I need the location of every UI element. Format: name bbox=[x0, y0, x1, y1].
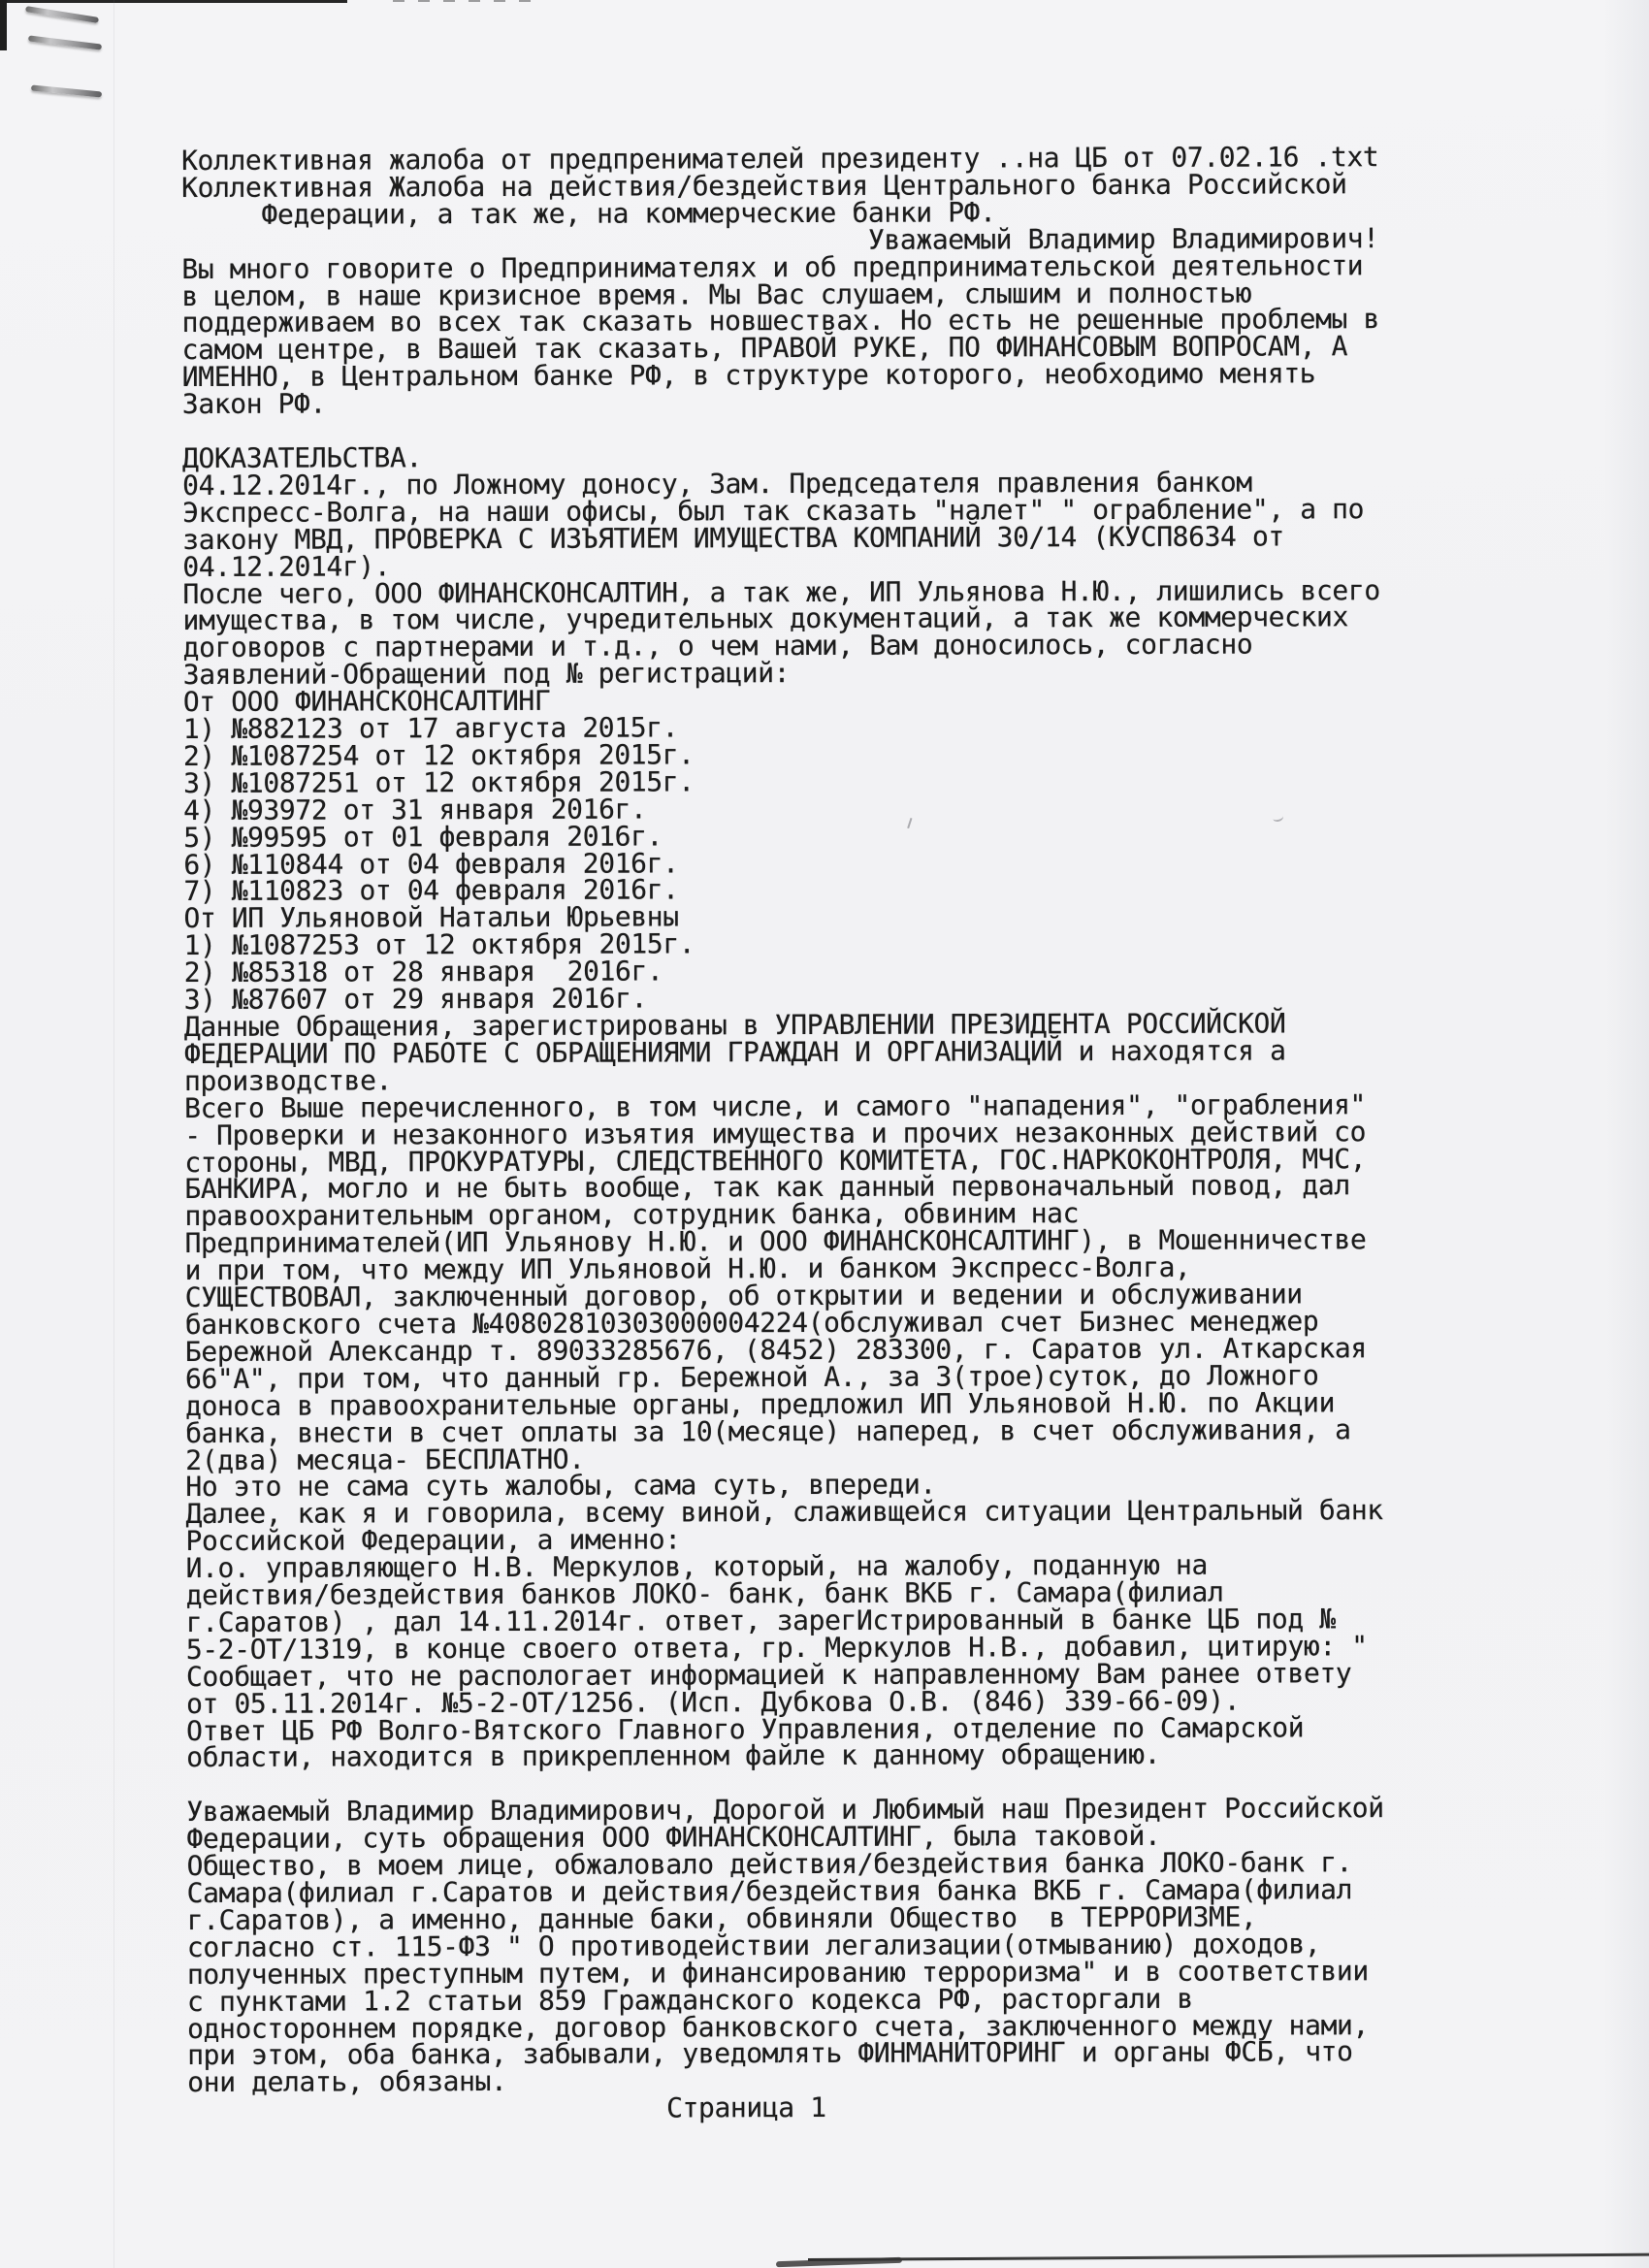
scan-right-shading bbox=[1604, 0, 1649, 2268]
staple-mark-icon bbox=[31, 85, 102, 98]
scan-corner-mark bbox=[0, 0, 7, 50]
document-text: Коллективная жалоба от предпренимателей президенту ..на ЦБ от 07.02.16 .txt Коллективная Жалоба на действия/бездействия Центрального банка Российской Федерации, а так же, на коммерческие банки РФ. Уважаемый Владимир Владимирович! Вы много говорите о Предпринимателях и об предпринимательской деятельности в целом, в наше кризисное время. Мы Вас слушаем, слышим и полностью поддерживаем во всех так сказать новшествах. Но есть не решенные проблемы в самом центре, в Вашей так сказать, ПРАВОЙ РУКЕ, ПО ФИНАНСОВЫМ ВОПРОСАМ, А ИМЕННО, в Центральном банке РФ, в структуре которого, необходимо менять Закон РФ. ДОКАЗАТЕЛЬСТВА. 04.12.2014г., по Ложному доносу, Зам. Председателя правления банком Экспресс-Волга, на наши офисы, был так сказать "налет" " ограбление", а по закону МВД, ПРОВЕРКА С ИЗЪЯТИЕМ ИМУЩЕСТВА КОМПАНИЙ 30/14 (КУСП8634 от 04.12.2014г). После чего, ООО ФИНАНСКОНСАЛТИН, а так же, ИП Ульянова Н.Ю., лишились всего имущества, в том числе, учредительных документаций, а так же коммерческих договоров с партнерами и т.д., о чем нами, Вам доносилось, согласно Заявлений-Обращений под № регистраций: От ООО ФИНАНСКОНСАЛТИНГ 1) №882123 от 17 августа 2015г. 2) №1087254 от 12 октября 2015г. 3) №1087251 от 12 октября 2015г. 4) №93972 от 31 января 2016г. 5) №99595 от 01 февраля 2016г. 6) №110844 от 04 февраля 2016г. 7) №110823 от 04 февраля 2016г. От ИП Ульяновой Натальи Юрьевны 1) №1087253 от 12 октября 2015г. 2) №85318 от 28 января 2016г. 3) №87607 от 29 января 2016г. Данные Обращения, зарегистрированы в УПРАВЛЕНИИ ПРЕЗИДЕНТА РОССИЙСКОЙ ФЕДЕРАЦИИ ПО РАБОТЕ С ОБРАЩЕНИЯМИ ГРАЖДАН И ОРГАНИЗАЦИЙ и находятся а производстве. Всего Выше перечисленного, в том числе, и самого "нападения", "ограбления" - Проверки и незаконного изъятия имущества и прочих незаконных действий со стороны, МВД, ПРОКУРАТУРЫ, СЛЕДСТВЕННОГО КОМИТЕТА, ГОС.НАРКОКОНТРОЛЯ, МЧС, БАНКИРА, могло и не быть вообще, так как данный первоначальный повод, дал правоохранительным органом, сотрудник банка, обвиним нас Предпринимателей(ИП Ульянову Н.Ю. и ООО ФИНАНСКОНСАЛТИНГ), в Мошенничестве и при том, что между ИП Ульяновой Н.Ю. и банком Экспресс-Волга, СУЩЕСТВОВАЛ, заключенный договор, об открытии и ведении и обслуживании банковского счета №40802810303000004224(обслуживал счет Бизнес менеджер Бережной Александр т. 89033285676, (8452) 283300, г. Саратов ул. Аткарская 66"А", при том, что данный гр. Бережной А., за 3(трое)суток, до Ложного доноса в правоохранительные органы, предложил ИП Ульяновой Н.Ю. по Акции банка, внести в счет оплаты за 10(месяце) наперед, в счет обслуживания, а 2(два) месяца- БЕСПЛАТНО. Но это не сама суть жалобы, сама суть, впереди. Далее, как я и говорила, всему виной, слаживщейся ситуации Центральный банк Российской Федерации, а именно: И.о. управляющего Н.В. Меркулов, который, на жалобу, поданную на действия/бездействия банков ЛОКО- банк, банк ВКБ г. Самара(филиал г.Саратов) , дал 14.11.2014г. ответ, зарегИстрированный в банке ЦБ под № 5-2-ОТ/1319, в конце своего ответа, гр. Меркулов Н.В., добавил, цитирую: " Сообщает, что не распологает информацией к направленному Вам ранее ответу от 05.11.2014г. №5-2-ОТ/1256. (Исп. Дубкова О.В. (846) 339-66-09). Ответ ЦБ РФ Волго-Вятского Главного Управления, отделение по Самарской области, находится в прикрепленном файле к данному обращению. Уважаемый Владимир Владимирович, Дорогой и Любимый наш Президент Российской Федерации, суть обращения ООО ФИНАНСКОНСАЛТИНГ, была таковой. Общество, в моем лице, обжаловало действия/бездействия банка ЛОКО-банк г. Самара(филиал г.Саратов и действия/бездействия банка ВКБ г. Самара(филиал г.Саратов), а именно, данные баки, обвиняли Общество в ТЕРРОРИЗМЕ, согласно ст. 115-ФЗ " О противодействии легализации(отмыванию) доходов, полученных преступным путем, и финансированию терроризма" и в соответствии с пунктами 1.2 статьи 859 Гражданского кодекса РФ, расторгали в одностороннем порядке, договор банковского счета, заключенного между нами, при этом, оба банка, забывали, уведомлять ФИНМАНИТОРИНГ и органы ФСБ, что они делать, обязаны. Страница 1 bbox=[180, 141, 1384, 2126]
staple-mark-icon bbox=[25, 6, 99, 23]
paper-left-edge bbox=[113, 0, 114, 2268]
scan-top-edge-dashes bbox=[393, 0, 538, 2]
staple-mark-icon bbox=[28, 35, 102, 49]
scan-top-edge bbox=[0, 0, 347, 3]
page-bottom-edge bbox=[808, 2253, 1649, 2261]
